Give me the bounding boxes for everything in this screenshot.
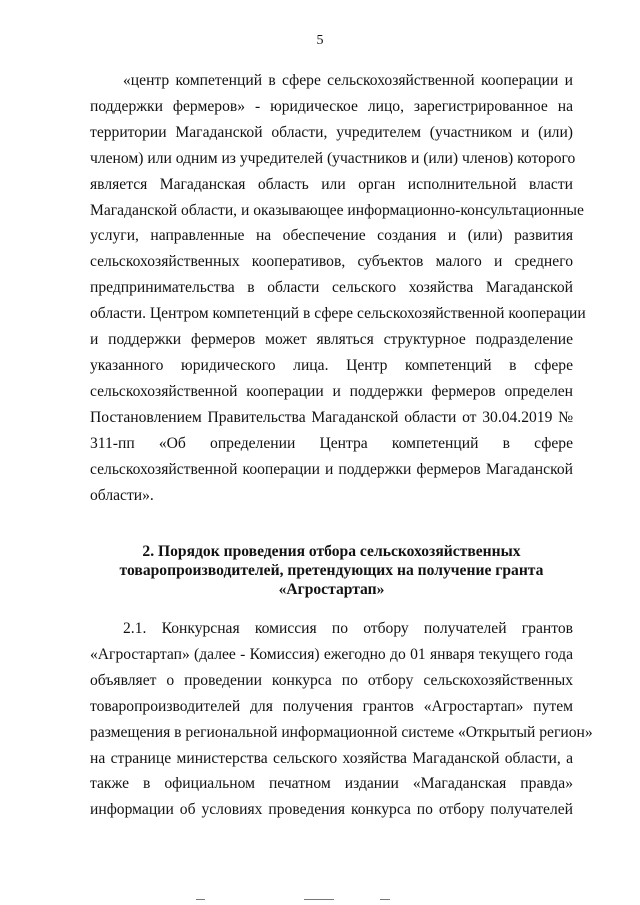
paragraph-line: объявляет о проведении конкурса по отбору сельскохозяйственных <box>90 671 573 689</box>
paragraph-line: услуги, направленные на обеспечение создания и (или) развития <box>90 227 573 245</box>
paragraph-line: сельскохозяйственных кооперативов, субъектов малого и среднего <box>90 253 573 271</box>
paragraph-line: 311-пп «Об определении Центра компетенций в сфере <box>90 434 573 452</box>
paragraph-line: Постановлением Правительства Магаданской области от 30.04.2019 № <box>90 408 573 426</box>
paragraph-line: является Магаданская область или орган исполнительной власти <box>90 175 573 193</box>
paragraph-line: «Агростартап» (далее - Комиссия) ежегодно до 01 января текущего года <box>90 645 573 663</box>
heading-line: товаропроизводителей, претендующих на получение гранта <box>119 562 544 579</box>
paragraph-line: на странице министерства сельского хозяйства Магаданской области, а <box>90 749 573 767</box>
paragraph-line: поддержки фермеров» - юридическое лицо, зарегистрированное на <box>90 97 573 115</box>
paragraph-line: сельскохозяйственной кооперации и поддержки фермеров определен <box>90 382 573 400</box>
paragraph-line: области». <box>90 486 154 504</box>
paragraph-line: «центр компетенций в сфере сельскохозяйственной кооперации и <box>123 72 573 89</box>
paragraph-line: указанного юридического лица. Центр компетенций в сфере <box>90 356 573 374</box>
section-heading <box>90 542 573 599</box>
paragraph-line: также в официальном печатном издании «Магаданская правда» <box>90 775 573 793</box>
paragraph-line: членом) или одним из учредителей (участников и (или) членов) которого <box>90 149 576 167</box>
paragraph-line: размещения в региональной информационной системе «Открытый регион» <box>90 723 593 741</box>
paragraph-line: информации об условиях проведения конкурса по отбору получателей <box>90 801 573 819</box>
paragraph-line: предпринимательства в области сельского хозяйства Магаданской <box>90 279 573 297</box>
paragraph-line: территории Магаданской области, учредителем (участником и (или) <box>90 123 573 141</box>
page-number: 5 <box>316 33 324 48</box>
paragraph-line: 2.1. Конкурсная комиссия по отбору получателей грантов <box>123 620 573 637</box>
scan-artifact-mark <box>304 899 334 900</box>
heading-line: «Агростартап» <box>278 581 385 598</box>
clause-2-1-paragraph <box>90 616 593 823</box>
paragraph-line: товаропроизводителей для получения грантов «Агростартап» путем <box>90 697 573 715</box>
scan-artifact-mark <box>196 899 205 900</box>
scan-artifact-mark <box>380 899 390 900</box>
paragraph-line: и поддержки фермеров может являться структурное подразделение <box>90 331 573 349</box>
paragraph-line: области. Центром компетенций в сфере сельскохозяйственной кооперации <box>90 305 586 323</box>
heading-line: 2. Порядок проведения отбора сельскохозяйственных <box>142 543 521 560</box>
definition-paragraph <box>90 68 586 508</box>
paragraph-line: Магаданской области, и оказывающее информационно-консультационные <box>90 201 584 219</box>
paragraph-line: сельскохозяйственной кооперации и поддержки фермеров Магаданской <box>90 460 573 478</box>
